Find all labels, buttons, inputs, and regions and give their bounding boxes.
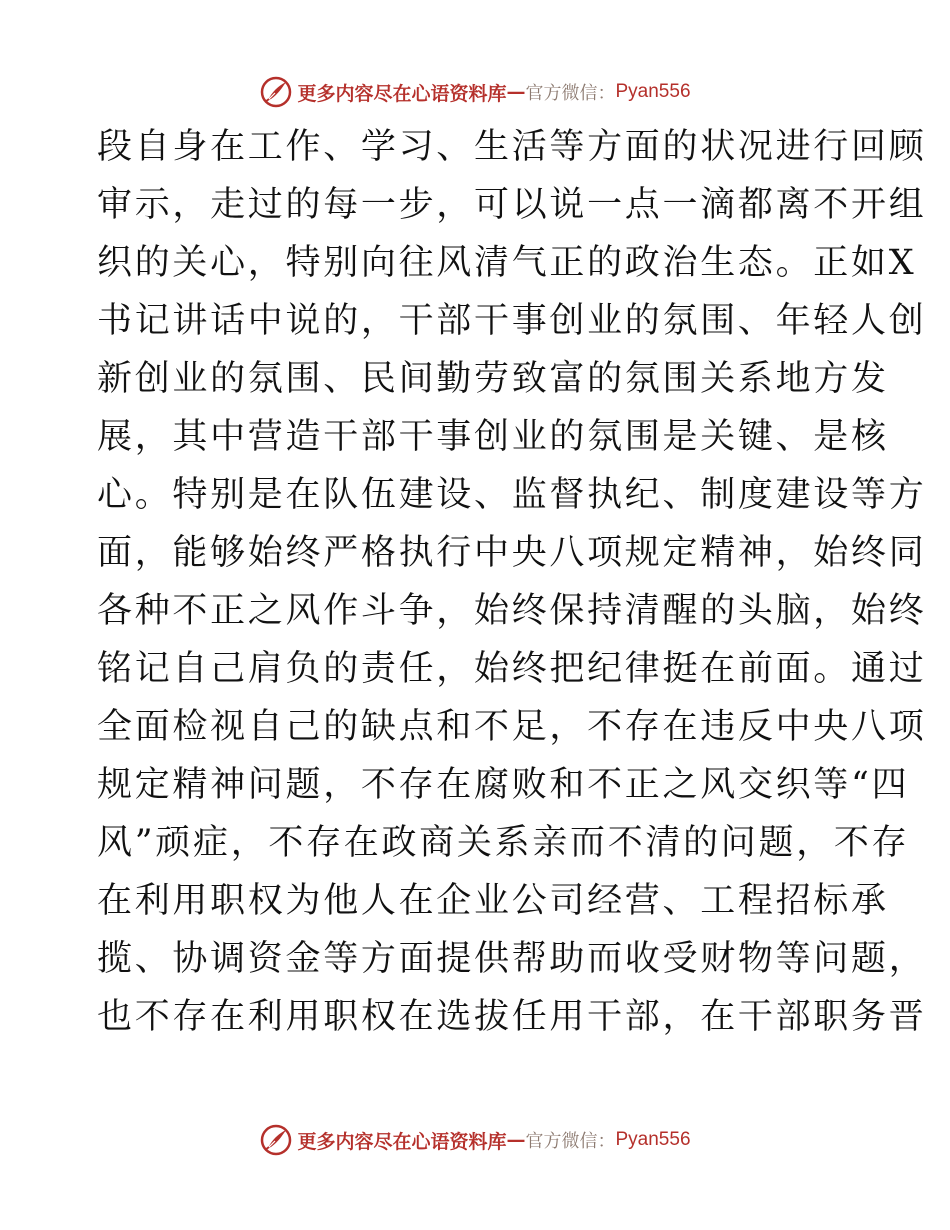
header-site-text: 更多内容尽在心语资料库 [297, 82, 507, 105]
body-line: 审示，走过的每一步，可以说一点一滴都离不开组 [97, 185, 927, 225]
body-line: 面，能够始终严格执行中央八项规定精神，始终同 [97, 533, 927, 573]
body-line: 织的关心，特别向往风清气正的政治生态。正如X [97, 243, 917, 283]
body-line: 在利用职权为他人在企业公司经营、工程招标承 [97, 881, 889, 921]
body-line: 新创业的氛围、民间勤劳致富的氛围关系地方发 [97, 359, 889, 399]
body-line: 规定精神问题，不存在腐败和不正之风交织等“四 [97, 765, 910, 805]
header-separator: — [506, 81, 526, 103]
body-line: 揽、协调资金等方面提供帮助而收受财物等问题， [97, 939, 927, 979]
header-wechat-handle: Pyan556 [615, 81, 691, 102]
footer-wechat-label: 官方微信： [525, 1131, 616, 1152]
body-line: 展，其中营造干部干事创业的氛围是关键、是核 [97, 417, 889, 457]
footer-separator: — [506, 1129, 526, 1151]
document-body [97, 118, 927, 1046]
feather-pen-logo-icon [259, 1123, 293, 1157]
footer-banner [0, 1120, 950, 1160]
body-line: 全面检视自己的缺点和不足，不存在违反中央八项 [97, 707, 927, 747]
body-line: 也不存在利用职权在选拔任用干部，在干部职务晋 [97, 997, 927, 1037]
body-line: 各种不正之风作斗争，始终保持清醒的头脑，始终 [97, 591, 927, 631]
body-line: 书记讲话中说的，干部干事创业的氛围、年轻人创 [97, 301, 927, 341]
footer-wechat-handle: Pyan556 [615, 1129, 691, 1150]
body-line: 铭记自己肩负的责任，始终把纪律挺在前面。通过 [97, 649, 927, 689]
header-banner [0, 72, 950, 112]
body-line: 段自身在工作、学习、生活等方面的状况进行回顾 [97, 127, 927, 167]
header-wechat-label: 官方微信： [525, 83, 616, 104]
feather-pen-logo-icon [259, 75, 293, 109]
body-line: 风”顽症，不存在政商关系亲而不清的问题，不存 [97, 823, 910, 863]
footer-site-text: 更多内容尽在心语资料库 [297, 1130, 507, 1153]
body-line: 心。特别是在队伍建设、监督执纪、制度建设等方 [97, 475, 927, 515]
